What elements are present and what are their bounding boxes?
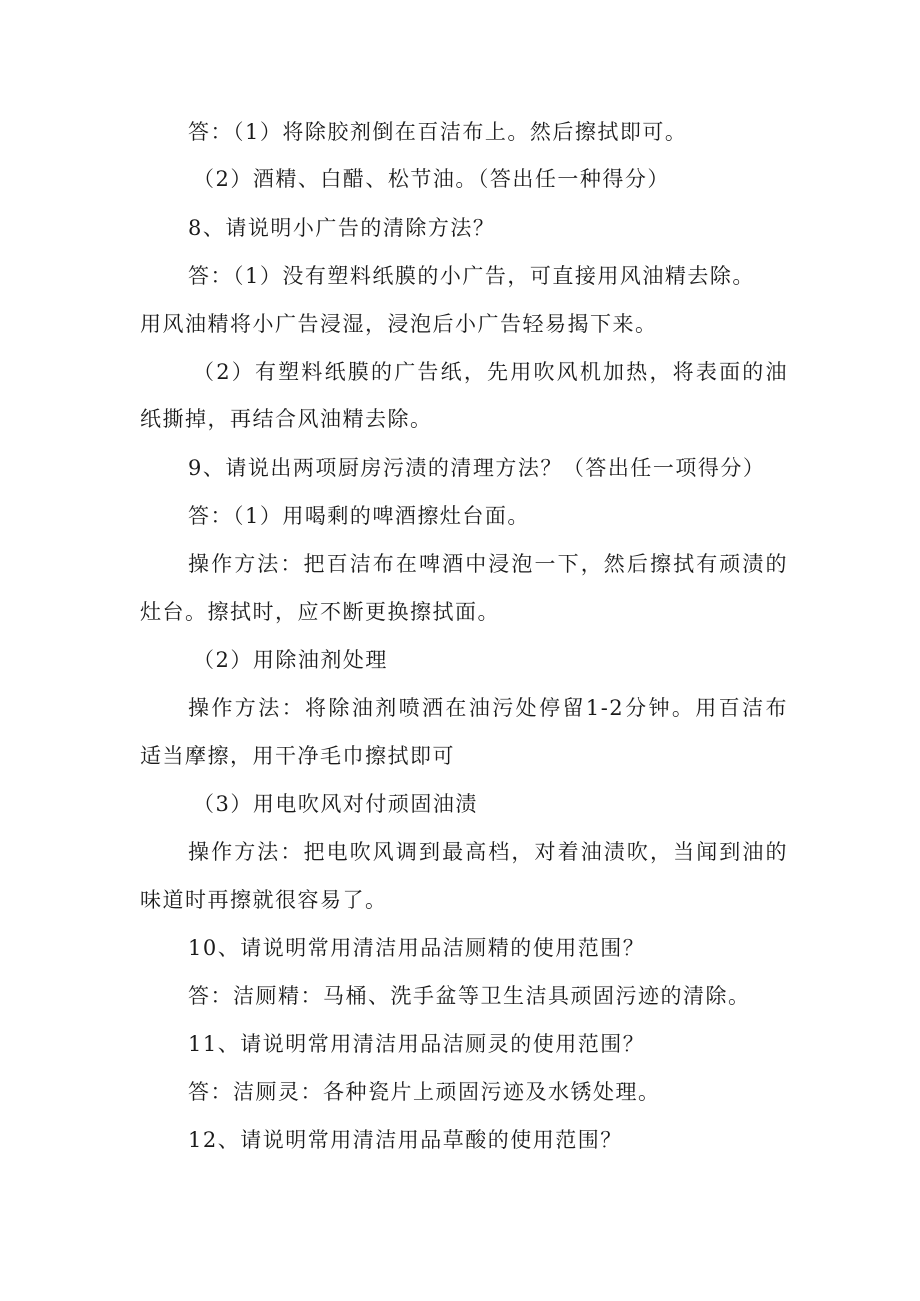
question-11: 11、请说明常用清洁用品洁厕灵的使用范围？ (188, 1032, 646, 1056)
answer-9-method-3-steps-cont: 味道时再擦就很容易了。 (140, 888, 388, 912)
question-9: 9、请说出两项厨房污渍的清理方法？（答出任一项得分） (188, 456, 766, 480)
answer-11: 答：洁厕灵：各种瓷片上顽固污迹及水锈处理。 (188, 1080, 661, 1104)
answer-9-method-1-steps-cont: 灶台。擦拭时，应不断更换擦拭面。 (140, 600, 500, 624)
answer-9-method-2-steps: 操作方法：将除油剂喷洒在油污处停留1-2分钟。用百洁布 (188, 696, 788, 720)
answer-7-part-1: 答：（1）将除胶剂倒在百洁布上。然后擦拭即可。 (188, 120, 688, 144)
answer-9-method-1: 答：（1）用喝剩的啤酒擦灶台面。 (188, 504, 530, 528)
question-10: 10、请说明常用清洁用品洁厕精的使用范围？ (188, 936, 646, 960)
answer-7-part-2: （2）酒精、白醋、松节油。（答出任一种得分） (193, 167, 670, 191)
answer-9-method-3: （3）用电吹风对付顽固油渍 (193, 792, 478, 816)
answer-8-part-2: （2）有塑料纸膜的广告纸，先用吹风机加热，将表面的油 (193, 360, 788, 384)
question-8: 8、请说明小广告的清除方法？ (188, 216, 496, 240)
answer-8-part-2-cont: 纸撕掉，再结合风油精去除。 (140, 407, 433, 431)
question-12: 12、请说明常用清洁用品草酸的使用范围？ (188, 1128, 623, 1152)
answer-8-part-1: 答：（1）没有塑料纸膜的小广告，可直接用风油精去除。 (188, 264, 755, 288)
answer-10: 答：洁厕精：马桶、洗手盆等卫生洁具顽固污迹的清除。 (188, 984, 751, 1008)
answer-9-method-2-steps-cont: 适当摩擦，用干净毛巾擦拭即可 (140, 744, 455, 768)
answer-9-method-3-steps: 操作方法：把电吹风调到最高档，对着油渍吹，当闻到油的 (188, 840, 788, 864)
answer-8-part-1-cont: 用风油精将小广告浸湿，浸泡后小广告轻易揭下来。 (140, 312, 658, 336)
answer-9-method-2: （2）用除油剂处理 (193, 648, 388, 672)
answer-9-method-1-steps: 操作方法：把百洁布在啤酒中浸泡一下，然后擦拭有顽渍的 (188, 552, 788, 576)
